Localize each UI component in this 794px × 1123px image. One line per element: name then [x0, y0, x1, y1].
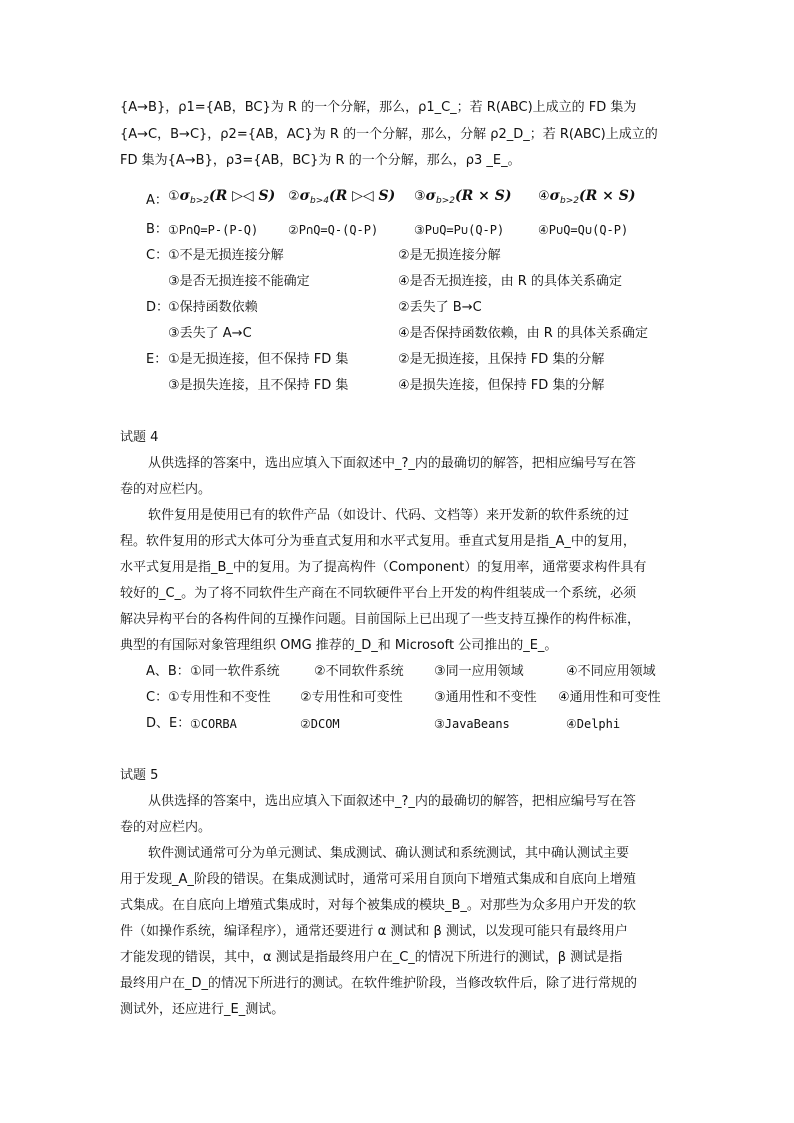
option-a-item-1: $①\sigma_{b>2}(R$ ▷◁ S) [168, 188, 276, 206]
option-e-prefix: E： [146, 352, 168, 367]
q5-para-4: 件（如操作系统，编译程序），通常还要进行 α 测试和 β 测试，以发现可能只有最终用户 [120, 924, 628, 939]
q4-option-ab-item-3: ③同一应用领域 [434, 664, 524, 679]
option-c-item-4: ④是否无损连接，由 R 的具体关系确定 [398, 274, 622, 289]
q4-instr-1: 从供选择的答案中，选出应填入下面叙述中_?_内的最确切的解答，把相应编号写在答 [148, 456, 636, 471]
option-a-item-3: $③\sigma_{b>2}(R \times S)$ [414, 188, 512, 206]
option-c-item-2: ②是无损连接分解 [398, 248, 501, 263]
q4-option-de-item-3: ③JavaBeans [434, 717, 510, 731]
q4-option-c-item-1: ①专用性和不变性 [168, 690, 271, 705]
option-a-item-2: $②\sigma_{b>4}(R$ ▷◁ S) [288, 188, 396, 206]
q4-option-de-prefix: D、E： [146, 716, 191, 731]
intro-line-1: {A→B}，ρ1={AB，BC}为 R 的一个分解，那么，ρ1_C_；若 R(ABC)上成立的 FD 集为 [120, 100, 637, 115]
option-a-prefix: A： [146, 193, 168, 208]
q5-para-7: 测试外，还应进行_E_测试。 [120, 1002, 285, 1017]
q4-para-5: 解决异构平台的各构件间的互操作问题。目前国际上已出现了一些支持互操作的构件标准， [120, 612, 641, 627]
q5-para-3: 式集成。在自底向上增殖式集成时，对每个被集成的模块_B_。对那些为众多用户开发的软 [120, 898, 636, 913]
q4-title: 试题 4 [120, 430, 159, 445]
q4-para-3: 水平式复用是指_B_中的复用。为了提高构件（Component）的复用率，通常要求构件具有 [120, 560, 647, 575]
q4-option-c-item-3: ③通用性和不变性 [434, 690, 537, 705]
q4-para-2: 程。软件复用的形式大体可分为垂直式复用和水平式复用。垂直式复用是指_A_中的复用， [120, 534, 636, 549]
option-b-prefix: B： [146, 222, 168, 237]
q4-instr-2: 卷的对应栏内。 [120, 482, 212, 497]
q4-option-c-item-2: ②专用性和可变性 [300, 690, 403, 705]
q4-option-c-item-4: ④通用性和可变性 [558, 690, 661, 705]
q4-para-1: 软件复用是使用已有的软件产品（如设计、代码、文档等）来开发新的软件系统的过 [148, 508, 630, 523]
option-c-item-1: ①不是无损连接分解 [168, 248, 284, 263]
option-d-item-3: ③丢失了 A→C [168, 326, 252, 341]
option-b-item-2: ②P∩Q=Q-(Q-P) [288, 223, 379, 237]
q4-para-6: 典型的有国际对象管理组织 OMG 推荐的_D_和 Microsoft 公司推出的_E_。 [120, 638, 558, 653]
q5-para-5: 才能发现的错误，其中，α 测试是指最终用户在_C_的情况下所进行的测试，β 测试是指 [120, 950, 623, 965]
q4-option-ab-item-1: ①同一软件系统 [190, 664, 280, 679]
q4-option-ab-item-2: ②不同软件系统 [314, 664, 404, 679]
q5-para-2: 用于发现_A_阶段的错误。在集成测试时，通常可采用自顶向下增殖式集成和自底向上增殖 [120, 872, 636, 887]
option-e-item-1: ①是无损连接，但不保持 FD 集 [168, 352, 349, 367]
option-e-item-2: ②是无损连接，且保持 FD 集的分解 [398, 352, 605, 367]
q5-para-6: 最终用户在_D_的情况下所进行的测试。在软件维护阶段，当修改软件后，除了进行常规的 [120, 976, 638, 991]
option-b-item-3: ③P∪Q=P∪(Q-P) [414, 223, 505, 237]
option-c-item-3: ③是否无损连接不能确定 [168, 274, 310, 289]
q4-option-ab-prefix: A、B： [146, 664, 190, 679]
option-e-item-3: ③是损失连接，且不保持 FD 集 [168, 378, 349, 393]
intro-line-3: FD 集为{A→B}，ρ3={AB，BC}为 R 的一个分解，那么，ρ3 _E_。 [120, 153, 521, 168]
q5-title: 试题 5 [120, 768, 159, 783]
q5-instr-1: 从供选择的答案中，选出应填入下面叙述中_?_内的最确切的解答，把相应编号写在答 [148, 794, 636, 809]
option-d-item-2: ②丢失了 B→C [398, 300, 482, 315]
q4-para-4: 较好的_C_。为了将不同软件生产商在不同软硬件平台上开发的构件组装成一个系统，必须 [120, 586, 637, 601]
option-d-prefix: D： [146, 300, 170, 315]
option-c-prefix: C： [146, 248, 169, 263]
q5-instr-2: 卷的对应栏内。 [120, 820, 212, 835]
q4-option-de-item-1: ①CORBA [190, 717, 237, 731]
q4-option-de-item-4: ④Delphi [566, 717, 621, 731]
option-b-item-4: ④P∪Q=Q∪(Q-P) [538, 223, 629, 237]
option-b-item-1: ①P∩Q=P-(P-Q) [168, 223, 259, 237]
q4-option-ab-item-4: ④不同应用领域 [566, 664, 656, 679]
option-d-item-4: ④是否保持函数依赖，由 R 的具体关系确定 [398, 326, 648, 341]
q4-option-de-item-2: ②DCOM [300, 717, 340, 731]
intro-line-2: {A→C，B→C}，ρ2={AB，AC}为 R 的一个分解，那么，分解 ρ2_D_；若 R(ABC)上成立的 [120, 127, 658, 142]
q4-option-c-prefix: C： [146, 690, 169, 705]
q5-para-1: 软件测试通常可分为单元测试、集成测试、确认测试和系统测试，其中确认测试主要 [148, 846, 630, 861]
option-d-item-1: ①保持函数依赖 [168, 300, 258, 315]
option-e-item-4: ④是损失连接，但保持 FD 集的分解 [398, 378, 605, 393]
option-a-item-4: $④\sigma_{b>2}(R \times S)$ [538, 188, 636, 206]
